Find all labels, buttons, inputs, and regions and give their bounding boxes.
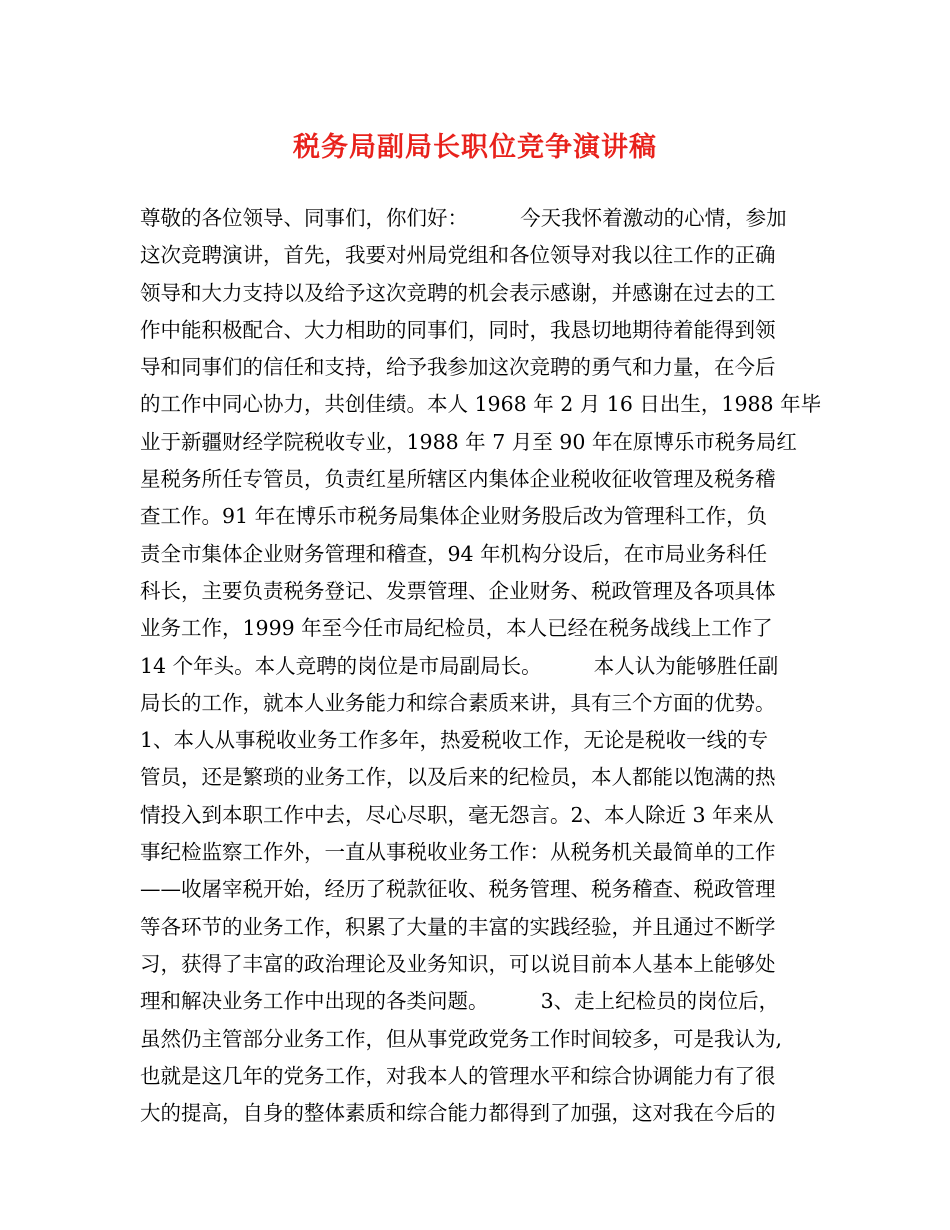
text-line: ——收屠宰税开始，经历了税款征收、税务管理、税务稽查、税政管理 bbox=[140, 877, 776, 902]
text-line: 领导和大力支持以及给予这次竞聘的机会表示感谢，并感谢在过去的工 bbox=[140, 280, 776, 305]
document-title: 税务局副局长职位竞争演讲稿 bbox=[293, 132, 657, 163]
text-line: 情投入到本职工作中去，尽心尽职，毫无怨言。2、本人除近 3 年来从 bbox=[140, 802, 774, 827]
text-line: 管员，还是繁琐的业务工作，以及后来的纪检员，本人都能以饱满的热 bbox=[140, 765, 776, 790]
text-line: 虽然仍主管部分业务工作，但从事党政党务工作时间较多，可是我认为, bbox=[140, 1026, 783, 1051]
text-line: 科长，主要负责税务登记、发票管理、企业财务、税政管理及各项具体 bbox=[140, 578, 776, 603]
text-line: 也就是这几年的党务工作，对我本人的管理水平和综合协调能力有了很 bbox=[140, 1063, 776, 1088]
text-line: 事纪检监察工作外，一直从事税收业务工作：从税务机关最简单的工作 bbox=[140, 840, 776, 865]
text-line: 局长的工作，就本人业务能力和综合素质来讲，具有三个方面的优势。 bbox=[140, 690, 776, 715]
text-line: 习，获得了丰富的政治理论及业务知识，可以说目前本人基本上能够处 bbox=[140, 951, 776, 976]
text-line: 这次竞聘演讲，首先，我要对州局党组和各位领导对我以往工作的正确 bbox=[140, 243, 776, 268]
text-line: 查工作。91 年在博乐市税务局集体企业财务股后改为管理科工作，负 bbox=[140, 504, 768, 529]
text-line: 尊敬的各位领导、同事们，你们好： 今天我怀着激动的心情，参加 bbox=[140, 206, 787, 230]
text-line: 14 个年头。本人竞聘的岗位是市局副局长。 本人认为能够胜任副 bbox=[140, 653, 779, 678]
document-body bbox=[140, 200, 840, 1132]
text-line: 1、本人从事税收业务工作多年，热爱税收工作，无论是税收一线的专 bbox=[140, 728, 769, 753]
text-line: 理和解决业务工作中出现的各类问题。 3、走上纪检员的岗位后， bbox=[140, 989, 780, 1014]
text-line: 导和同事们的信任和支持，给予我参加这次竞聘的勇气和力量，在今后 bbox=[140, 355, 776, 380]
text-line: 责全市集体企业财务管理和稽查，94 年机构分设后，在市局业务科任 bbox=[140, 541, 768, 566]
text-line: 作中能积极配合、大力相助的同事们，同时，我恳切地期待着能得到领 bbox=[140, 317, 776, 342]
text-line: 大的提高，自身的整体素质和综合能力都得到了加强，这对我在今后的 bbox=[140, 1101, 776, 1126]
text-line: 的工作中同心协力，共创佳绩。本人 1968 年 2 月 16 日出生，1988 年毕 bbox=[140, 392, 822, 417]
text-line: 业务工作，1999 年至今任市局纪检员，本人已经在税务战线上工作了 bbox=[140, 616, 773, 641]
text-line: 业于新疆财经学院税收专业，1988 年 7 月至 90 年在原博乐市税务局红 bbox=[140, 429, 797, 454]
text-line: 星税务所任专管员，负责红星所辖区内集体企业税收征收管理及税务稽 bbox=[140, 467, 776, 492]
text-line: 等各环节的业务工作，积累了大量的丰富的实践经验，并且通过不断学 bbox=[140, 914, 776, 939]
